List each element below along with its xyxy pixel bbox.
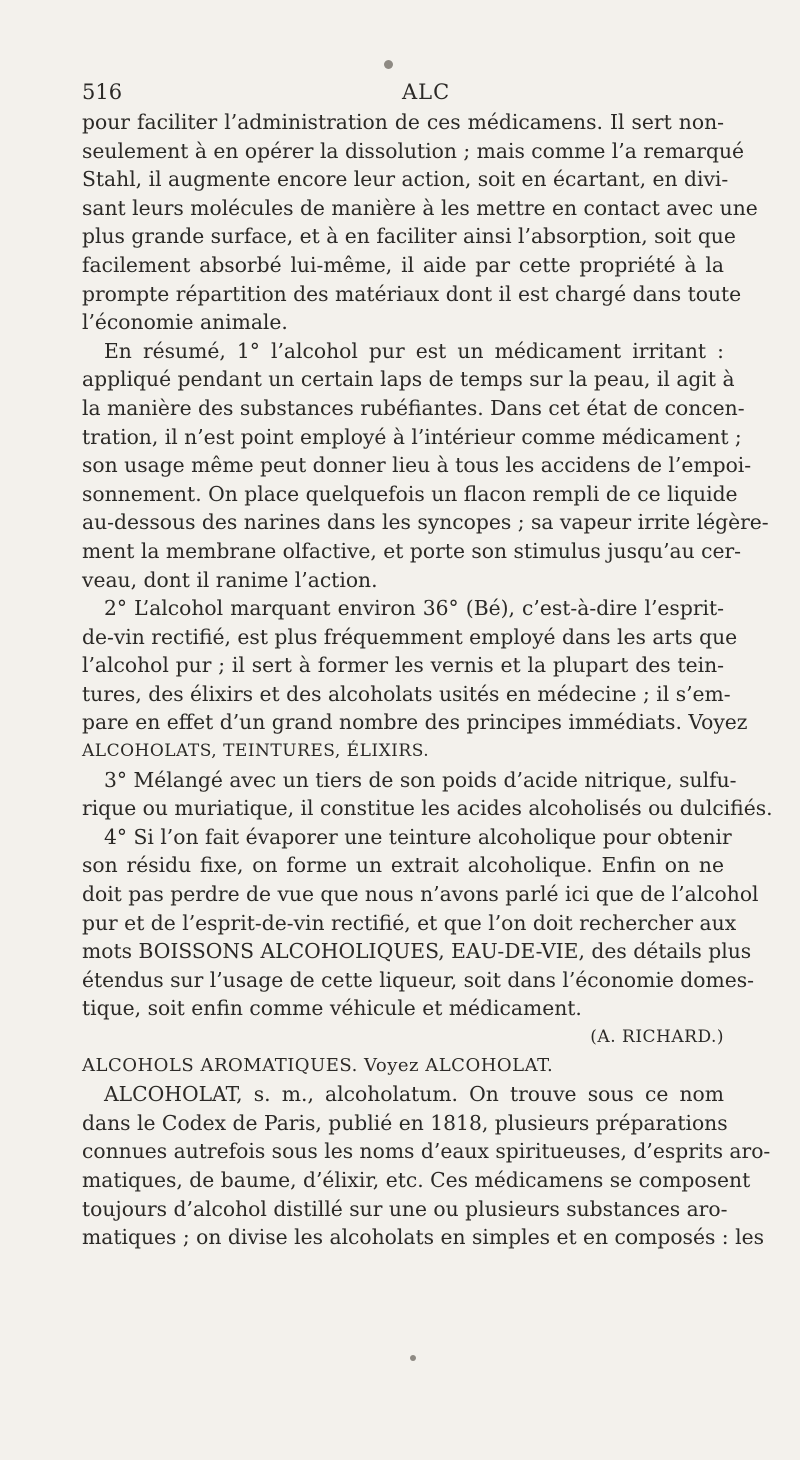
page-header xyxy=(82,80,722,110)
text-line: ALCOHOLATS, TEINTURES, ÉLIXIRS. xyxy=(82,741,430,762)
text-line: l’économie animale. xyxy=(82,310,288,335)
text-line: au-dessous des narines dans les syncopes ; sa vapeur irrite légère- xyxy=(82,510,769,535)
text-line: doit pas perdre de vue que nous n’avons parlé ici que de l’alcohol xyxy=(82,882,759,907)
entry-heading-line: ALCOHOLAT, s. m., alcoholatum. On trouve sous ce nom xyxy=(104,1082,724,1107)
text-line: 4° Si l’on fait évaporer une teinture alcoholique pour obtenir xyxy=(104,824,732,849)
text-line: matiques ; on divise les alcoholats en simples et en composés : les xyxy=(82,1225,764,1250)
text-line: sonnement. On place quelquefois un flacon rempli de ce liquide xyxy=(82,481,738,506)
text-line: pur et de l’esprit-de-vin rectifié, et que l’on doit rechercher aux xyxy=(82,910,737,935)
ink-spot xyxy=(410,1355,416,1361)
text-line: ALCOHOLS AROMATIQUES. Voyez ALCOHOLAT. xyxy=(82,1054,554,1076)
text-line: de-vin rectifié, est plus fréquemment employé dans les arts que xyxy=(82,624,738,649)
text-line: ment la membrane olfactive, et porte son stimulus jusqu’au cer- xyxy=(82,538,742,563)
text-line: toujours d’alcohol distillé sur une ou plusieurs substances aro- xyxy=(82,1196,728,1221)
text-line: mots BOISSONS ALCOHOLIQUES, EAU-DE-VIE, des détails plus xyxy=(82,939,752,964)
author-signature: (A. RICHARD.) xyxy=(590,1027,724,1047)
text-line: 2° L’alcohol marquant environ 36° (Bé), c’est-à-dire l’esprit- xyxy=(104,596,724,621)
text-line: tures, des élixirs et des alcoholats usités en médecine ; il s’em- xyxy=(82,681,731,706)
body-text xyxy=(82,108,773,1252)
text-line: plus grande surface, et à en faciliter ainsi l’absorption, soit que xyxy=(82,224,736,249)
text-line: sant leurs molécules de manière à les mettre en contact avec une xyxy=(82,195,758,220)
text-line: son résidu fixe, on forme un extrait alcoholique. Enfin on ne xyxy=(82,853,724,878)
running-head: ALC xyxy=(402,80,451,104)
page-number: 516 xyxy=(82,80,123,104)
text-line: dans le Codex de Paris, publié en 1818, plusieurs préparations xyxy=(82,1110,728,1135)
text-line: Stahl, il augmente encore leur action, soit en écartant, en divi- xyxy=(82,167,729,192)
text-line: pour faciliter l’administration de ces médicamens. Il sert non- xyxy=(82,110,724,134)
ink-spot xyxy=(384,60,393,69)
text-line: connues autrefois sous les noms d’eaux spiritueuses, d’esprits aro- xyxy=(82,1139,771,1164)
text-line: facilement absorbé lui-même, il aide par cette propriété à la xyxy=(82,252,724,277)
text-line: En résumé, 1° l’alcohol pur est un médicament irritant : xyxy=(104,338,724,363)
text-line: veau, dont il ranime l’action. xyxy=(82,567,378,592)
text-line: 3° Mélangé avec un tiers de son poids d’acide nitrique, sulfu- xyxy=(104,767,737,792)
text-line: matiques, de baume, d’élixir, etc. Ces médicamens se composent xyxy=(82,1167,751,1192)
text-line: prompte répartition des matériaux dont il est chargé dans toute xyxy=(82,281,742,306)
text-line: étendus sur l’usage de cette liqueur, soit dans l’économie domes- xyxy=(82,967,754,992)
text-line: son usage même peut donner lieu à tous les accidens de l’empoi- xyxy=(82,453,752,478)
text-line: appliqué pendant un certain laps de temps sur la peau, il agit à xyxy=(82,367,735,392)
text-line: la manière des substances rubéfiantes. Dans cet état de concen- xyxy=(82,395,745,420)
text-line: pare en effet d’un grand nombre des principes immédiats. Voyez xyxy=(82,710,748,735)
text-line: tique, soit enfin comme véhicule et médicament. xyxy=(82,996,582,1021)
text-line: seulement à en opérer la dissolution ; mais comme l’a remarqué xyxy=(82,138,745,163)
text-line: tration, il n’est point employé à l’intérieur comme médicament ; xyxy=(82,424,742,449)
text-line: rique ou muriatique, il constitue les acides alcoholisés ou dulcifiés. xyxy=(82,796,773,821)
text-line: l’alcohol pur ; il sert à former les vernis et la plupart des tein- xyxy=(82,653,724,678)
